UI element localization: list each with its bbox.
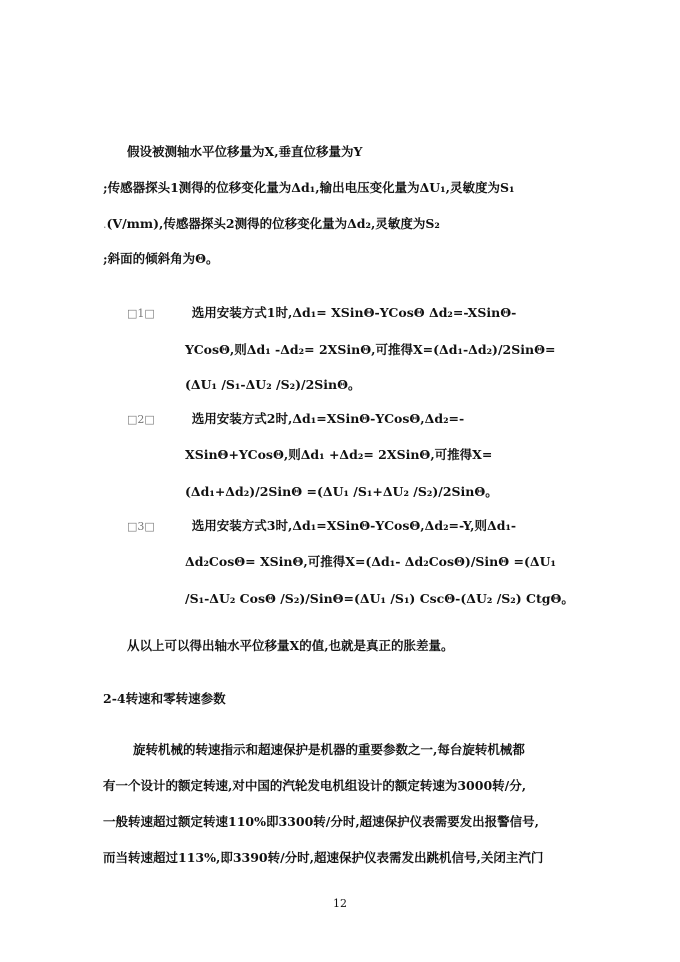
para2-line4: 而当转速超过113%,即3390转/分时,超速保护仪表需发出跳机信号,关闭主汽门 — [103, 850, 544, 865]
para1-line3-mark: . — [103, 218, 107, 231]
para1-line3 — [103, 215, 440, 234]
page-number: 12 — [333, 897, 347, 910]
para2-line3: 一般转速超过额定转速110%即3300转/分时,超速保护仪表需要发出报警信号, — [103, 814, 540, 829]
case1-line2: YCosΘ,则Δd₁ -Δd₂= 2XSinΘ,可推得X=(Δd₁-Δd₂)/2SinΘ= — [185, 342, 556, 357]
case1-marker: □1□ — [127, 307, 155, 320]
para1-line4: ;斜面的倾斜角为Θ。 — [103, 251, 219, 266]
para1-line3-text: (V/mm),传感器探头2测得的位移变化量为Δd₂,灵敏度为S₂ — [106, 216, 440, 231]
case3-marker: □3□ — [127, 520, 155, 533]
case2-line3: (Δd₁+Δd₂)/2SinΘ =(ΔU₁ /S₁+ΔU₂ /S₂)/2SinΘ。 — [185, 484, 498, 499]
section-heading: 2-4转速和零转速参数 — [103, 691, 226, 706]
case2-line1 — [127, 410, 464, 429]
case3-line1-text: 选用安装方式3时,Δd₁=XSinΘ-YCosΘ,Δd₂=-Y,则Δd₁- — [191, 518, 517, 533]
case3-line2: Δd₂CosΘ= XSinΘ,可推得X=(Δd₁- Δd₂CosΘ)/SinΘ =(ΔU₁ — [185, 554, 556, 569]
case2-marker: □2□ — [127, 413, 155, 426]
para2-line1: 旋转机械的转速指示和超速保护是机器的重要参数之一,每台旋转机械都 — [133, 742, 525, 757]
case1-line1-text: 选用安装方式1时,Δd₁= XSinΘ-YCosΘ Δd₂=-XSinΘ- — [191, 305, 517, 320]
case3-line1 — [127, 517, 516, 536]
case1-line3: (ΔU₁ /S₁-ΔU₂ /S₂)/2SinΘ。 — [185, 377, 361, 392]
conclusion-paragraph: 从以上可以得出轴水平位移量X的值,也就是真正的胀差量。 — [127, 638, 454, 653]
para1-line2: ;传感器探头1测得的位移变化量为Δd₁,输出电压变化量为ΔU₁,灵敏度为S₁ — [103, 180, 515, 195]
para1-line1: 假设被测轴水平位移量为X,垂直位移量为Y — [127, 144, 363, 159]
case2-line1-text: 选用安装方式2时,Δd₁=XSinΘ-YCosΘ,Δd₂=- — [191, 411, 465, 426]
case2-line2: XSinΘ+YCosΘ,则Δd₁ +Δd₂= 2XSinΘ,可推得X= — [185, 447, 493, 462]
case1-line1 — [127, 304, 516, 323]
case3-line3: /S₁-ΔU₂ CosΘ /S₂)/SinΘ=(ΔU₁ /S₁) CscΘ-(ΔU₂ /S₂) CtgΘ。 — [185, 591, 574, 606]
para2-line2: 有一个设计的额定转速,对中国的汽轮发电机组设计的额定转速为3000转/分, — [103, 778, 527, 793]
